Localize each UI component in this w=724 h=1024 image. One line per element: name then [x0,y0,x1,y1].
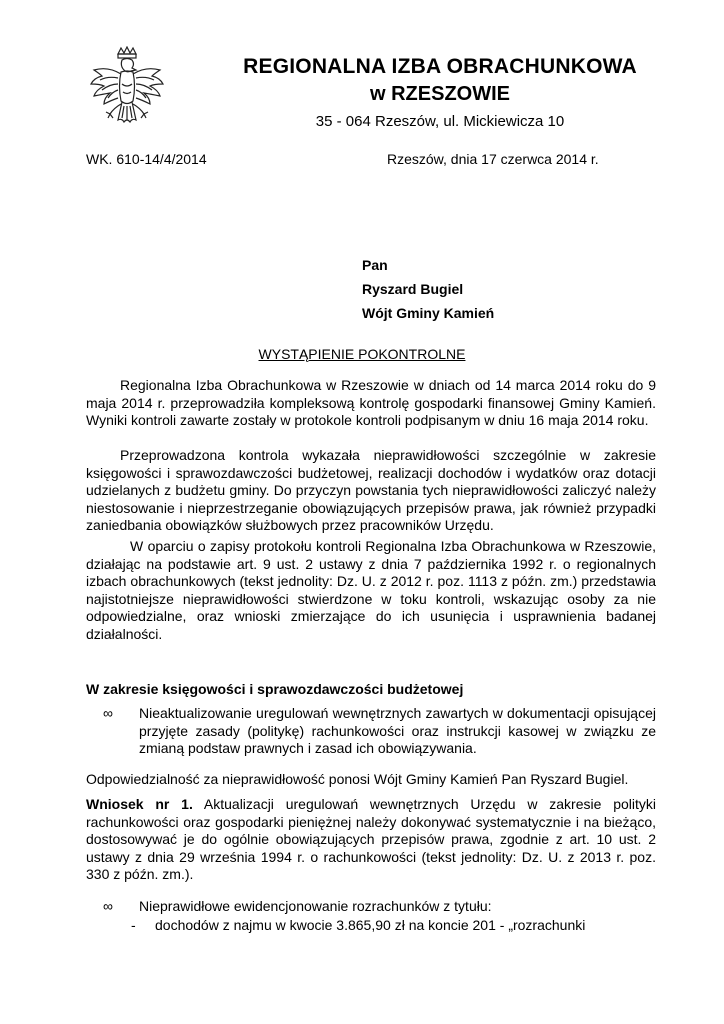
paragraph-2: Przeprowadzona kontrola wykazała nieprawidłowości szczególnie w zakresie księgowości i sprawozdawczości budżetowej, realizacji dochodów i wydatków oraz dotacji udzielanych z budżetu gminy. Do przyczyn powstania tych nieprawidłowości zaliczyć należy niestosowanie i nieprzestrzeganie obowiązujących przepisów prawa, jak również przypadki zaniedbania obowiązków służbowych przez pracowników Urzędu. [86,447,656,533]
polish-eagle-emblem-icon [88,46,166,138]
document-date: Rzeszów, dnia 17 czerwca 2014 r. [387,151,599,167]
sub-item-dash: - [131,917,136,933]
document-title: WYSTĄPIENIE POKONTROLNE [258,346,466,362]
sub-item-text: dochodów z najmu w kwocie 3.865,90 zł na koncie 201 - „rozrachunki [155,917,586,933]
institution-address: 35 - 064 Rzeszów, ul. Mickiewicza 10 [315,113,565,130]
reference-number: WK. 610-14/4/2014 [86,151,207,167]
recipient-name: Ryszard Bugiel [362,281,464,297]
finding-1: Nieaktualizowanie uregulowań wewnętrznych zawartych w dokumentacji opisującej przyjęte zasady (politykę) rachunkowości oraz instrukcji kasowej w związku ze zmianą podstaw prawnych i zasad ich obowiązywania. [139,705,656,756]
section-heading: W zakresie księgowości i sprawozdawczości budżetowej [86,681,464,697]
paragraph-1: Regionalna Izba Obrachunkowa w Rzeszowie w dniach od 14 marca 2014 roku do 9 maja 2014 r. przeprowadziła kompleksową kontrolę gospodarki finansowej Gminy Kamień. Wyniki kontroli zawarte zostały w protokole kontroli podpisanym w dniu 16 maja 2014 roku. [86,377,656,428]
bullet-symbol: ∞ [103,898,113,914]
recommendation-1 [86,796,656,884]
institution-city: w RZESZOWIE [370,83,510,105]
recipient-salutation: Pan [362,257,388,273]
paragraph-3: W oparciu o zapisy protokołu kontroli Regionalna Izba Obrachunkowa w Rzeszowie, działając na podstawie art. 9 ust. 2 ustawy z dnia 7 października 1992 r. o regionalnych izbach obrachunkowych (tekst jednolity: Dz. U. z 2012 r. poz. 1113 z późn. zm.) przedstawia najistotniejsze nieprawidłowości stwierdzone w toku kontroli, wskazując osoby za nie odpowiedzialne, oraz wnioski zmierzające do ich usunięcia i usprawnienia badanej działalności. [86,538,656,642]
finding-2: Nieprawidłowe ewidencjonowanie rozrachunków z tytułu: [139,898,492,914]
institution-name: REGIONALNA IZBA OBRACHUNKOWA [243,55,637,78]
recommendation-label: Wniosek nr 1. [86,796,193,812]
responsibility-statement: Odpowiedzialność za nieprawidłowość ponosi Wójt Gminy Kamień Pan Ryszard Bugiel. [86,771,629,787]
recipient-position: Wójt Gminy Kamień [362,305,495,321]
recommendation-text: Aktualizacji uregulowań wewnętrznych Urzędu w zakresie polityki rachunkowości oraz gospodarki pieniężnej należy dokonywać systematycznie i na bieżąco, dostosowywać je do ogólnie obowiązujących przepisów prawa, zgodnie z art. 10 ust. 2 ustawy z dnia 29 września 1994 r. o rachunkowości (tekst jednolity: Dz. U. z 2013 r. poz. 330 z późn. zm.). [86,796,656,882]
bullet-symbol: ∞ [103,705,113,721]
